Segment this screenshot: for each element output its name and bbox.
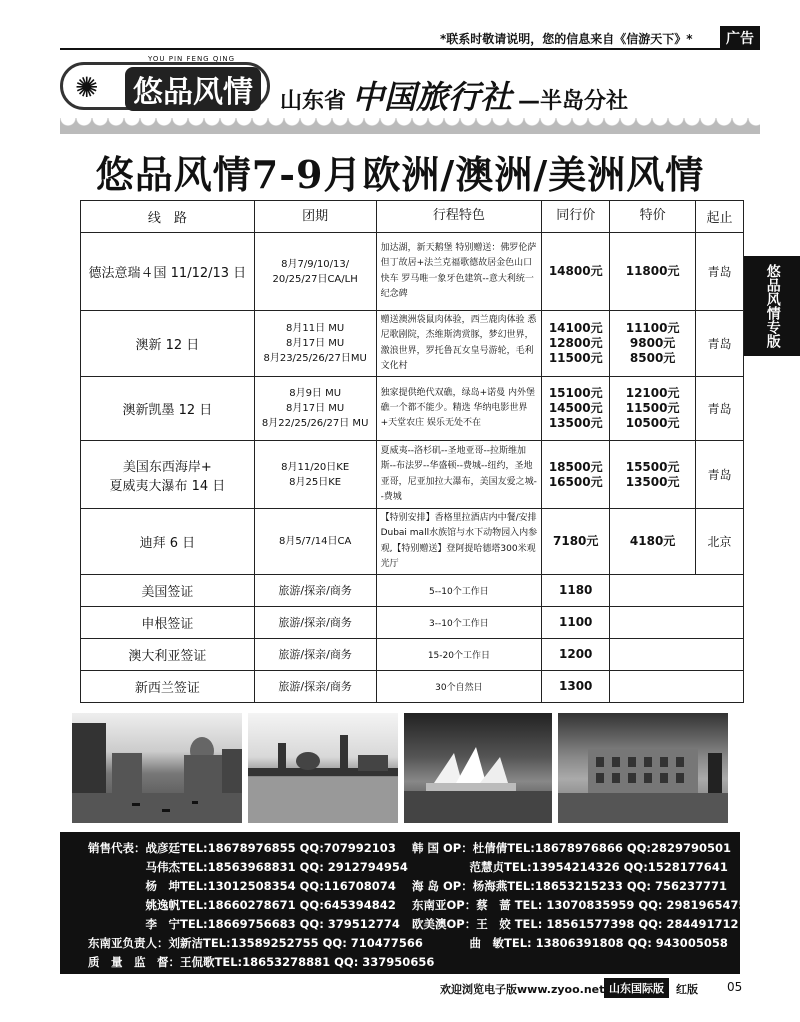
visa-processing-time: 5--10个工作日 (376, 575, 542, 607)
tour-row (81, 233, 744, 311)
tour-dates-line: 8月11/20日KE (281, 461, 350, 473)
tour-route-line: 德法意瑞４国 11/12/13 日 (88, 266, 247, 281)
tour-special-price-line: 12100元 (625, 386, 680, 401)
tour-features: 赠送澳洲袋鼠肉体验，西兰鹿肉体验 悉尼歌剧院，杰维斯湾赏豚，梦幻世界，激浪世界，罗托鲁瓦女皇号游轮，毛利文化村 (376, 311, 542, 377)
agency-prefix: 山东省 (280, 89, 347, 114)
contact-right: 欧美澳OP：王 姣 TEL: 18561577398 QQ: 284491712 (412, 917, 739, 931)
contact-row (60, 859, 740, 877)
tour-special-price-line: 15500元 (625, 459, 680, 474)
visa-row (81, 607, 744, 639)
tour-table (80, 200, 744, 703)
tour-peer-price-line: 18500元 (548, 459, 603, 474)
visa-price: 1100 (542, 607, 610, 639)
tour-special-price-line: 10500元 (625, 416, 680, 431)
contact-left: 姚逸帆TEL:18660278671 QQ:645394842 (88, 898, 396, 912)
contact-row (60, 897, 747, 915)
visa-price: 1300 (542, 671, 610, 703)
tour-peer-price-line: 14800元 (548, 264, 603, 278)
contact-row (60, 840, 740, 858)
tour-special-price-line: 9800元 (629, 336, 676, 351)
page-title: 悠品风情7-9月欧洲/澳洲/美洲风情 (95, 152, 705, 197)
tour-peer-price-line: 12800元 (548, 336, 603, 351)
contact-left: 李 宁TEL:18669756683 QQ: 379512774 (88, 917, 400, 931)
tour-special-price-line: 11800元 (625, 264, 680, 278)
tour-row (81, 509, 744, 575)
contact-right: 海 岛 OP：杨海燕TEL:18653215233 QQ: 756237771 (412, 879, 728, 893)
tour-dates-line: 8月23/25/26/27日MU (263, 353, 367, 365)
tour-peer-price-line: 14100元 (548, 321, 603, 336)
tour-dates (254, 311, 376, 377)
tour-special-price-line: 8500元 (629, 351, 676, 366)
footer-browse-link[interactable]: 欢迎浏览电子版www.zyoo.net (440, 983, 605, 996)
visa-type: 旅游/探亲/商务 (254, 575, 376, 607)
sun-icon: ✺ (75, 71, 99, 104)
brand-logo (60, 55, 270, 110)
ad-label: 广告 (720, 26, 760, 50)
contact-row (60, 916, 740, 934)
scallop-border (60, 118, 760, 134)
tour-origin: 北京 (696, 509, 744, 575)
tour-route-line: 美国东西海岸+ (122, 459, 212, 475)
tour-route-line: 澳新 12 日 (135, 338, 200, 354)
tour-dates (254, 233, 376, 311)
tour-row (81, 441, 744, 509)
header-dates: 团期 (254, 201, 376, 233)
tour-peer-price-line: 7180元 (553, 534, 599, 549)
visa-row (81, 639, 744, 671)
tour-dates-line: 8月9日 MU (289, 388, 342, 400)
tour-dates-line: 8月7/9/10/13/ (281, 258, 350, 270)
agency-main: 中国旅行社 (352, 78, 513, 116)
side-tab: 悠品风情专版 (744, 256, 800, 356)
destination-photos (72, 713, 728, 823)
contact-row (60, 954, 740, 972)
tour-features: 加达湖，新天鹅堡 特别赠送：佛罗伦萨但丁故居+法兰克福歌德故居金色山口快车 罗马唯一象牙色建筑--意大利统一纪念碑 (376, 233, 542, 311)
contact-right: 东南亚OP：蔡 蔷 TEL: 13070835959 QQ: 2981965475 (412, 898, 747, 912)
tour-row (81, 311, 744, 377)
visa-processing-time: 3--10个工作日 (376, 607, 542, 639)
tour-special-price (610, 233, 696, 311)
visa-type: 旅游/探亲/商务 (254, 607, 376, 639)
tour-dates-line: 8月11日 MU (286, 323, 345, 335)
tour-features: 独家提供绝代双礁，绿岛+诺曼 内外堡礁一个都不能少。精选 华纳电影世界+天堂农庄 娱乐无处不在 (376, 377, 542, 441)
visa-price: 1180 (542, 575, 610, 607)
visa-name: 申根签证 (81, 607, 255, 639)
tour-route (81, 377, 255, 441)
photo-sydney (404, 713, 552, 823)
visa-empty (610, 607, 744, 639)
tour-origin: 青岛 (696, 377, 744, 441)
tour-peer-price (542, 441, 610, 509)
visa-name: 新西兰签证 (81, 671, 255, 703)
tour-dates-line: 8月17日 MU (286, 338, 345, 350)
photo-venice (72, 713, 242, 823)
tour-special-price (610, 441, 696, 509)
visa-name: 澳大利亚签证 (81, 639, 255, 671)
tour-peer-price-line: 13500元 (548, 416, 603, 431)
tour-dates-line: 8月22/25/26/27日 MU (261, 418, 369, 430)
photo-dresden (248, 713, 398, 823)
visa-type: 旅游/探亲/商务 (254, 671, 376, 703)
tour-peer-price (542, 233, 610, 311)
visa-row (81, 575, 744, 607)
logo-pinyin: YOU PIN FENG QING (148, 55, 236, 63)
visa-empty (610, 671, 744, 703)
tour-special-price-line: 11100元 (625, 321, 680, 336)
tour-peer-price-line: 11500元 (548, 351, 603, 366)
tour-dates-line: 8月5/7/14日CA (278, 536, 352, 548)
visa-type: 旅游/探亲/商务 (254, 639, 376, 671)
page-number: 05 (727, 980, 743, 994)
contact-panel (60, 832, 747, 974)
visa-name: 美国签证 (81, 575, 255, 607)
tour-special-price-line: 13500元 (625, 474, 680, 489)
visa-price: 1200 (542, 639, 610, 671)
tour-route-line: 澳新凯墨 12 日 (122, 403, 213, 419)
tour-peer-price-line: 14500元 (548, 401, 603, 416)
contact-left: 质 量 监 督：王侃歌TEL:18653278881 QQ: 337950656 (88, 955, 435, 969)
footer (440, 978, 743, 996)
tour-origin: 青岛 (696, 441, 744, 509)
tour-dates-line: 8月25日KE (289, 476, 342, 488)
tour-dates (254, 441, 376, 509)
header-peer-price: 同行价 (542, 201, 610, 233)
contact-right: 韩 国 OP：杜倩倩TEL:18678976866 QQ:2829790501 (412, 841, 732, 855)
tour-dates-line: 20/25/27日CA/LH (272, 273, 358, 285)
tour-peer-price-line: 15100元 (548, 386, 603, 401)
contact-left: 销售代表：战彦廷TEL:18678976855 QQ:707992103 (88, 841, 396, 855)
tour-origin: 青岛 (696, 233, 744, 311)
tour-peer-price (542, 509, 610, 575)
tour-special-price-line: 4180元 (629, 534, 676, 549)
tour-route-line: 夏威夷大瀑布 14 日 (109, 478, 226, 494)
header-special-price: 特价 (610, 201, 696, 233)
tour-route (81, 311, 255, 377)
tour-special-price-line: 11500元 (625, 401, 680, 416)
tour-route (81, 441, 255, 509)
contact-row (60, 935, 740, 953)
tour-peer-price (542, 377, 610, 441)
photo-colosseum (558, 713, 728, 823)
tour-route (81, 509, 255, 575)
tour-features: 【特别安排】香格里拉酒店内中餐/安排Dubai mall水族馆与水下动物园入内参观,【特别赠送】登阿提哈德塔300米观光厅 (376, 509, 542, 575)
footer-edition: 山东国际版 (604, 978, 669, 998)
visa-empty (610, 575, 744, 607)
visa-row (81, 671, 744, 703)
logo-name: 悠品风情 (125, 67, 261, 111)
tour-special-price (610, 377, 696, 441)
contact-left: 杨 坤TEL:13012508354 QQ:116708074 (88, 879, 396, 893)
tour-dates (254, 509, 376, 575)
visa-processing-time: 15-20个工作日 (376, 639, 542, 671)
contact-right: 曲 敏TEL: 13806391808 QQ: 943005058 (412, 936, 728, 950)
contact-row (60, 878, 740, 896)
contact-left: 东南亚负责人：刘新洁TEL:13589252755 QQ: 710477566 (88, 936, 423, 950)
tour-row (81, 377, 744, 441)
tour-peer-price (542, 311, 610, 377)
header-route: 线 路 (81, 201, 255, 233)
visa-processing-time: 30个自然日 (376, 671, 542, 703)
header-rule (60, 48, 760, 50)
visa-empty (610, 639, 744, 671)
agency-name (280, 72, 628, 118)
tour-dates (254, 377, 376, 441)
header-origin: 起止 (696, 201, 744, 233)
tour-route-line: 迪拜 6 日 (139, 536, 196, 552)
tour-special-price (610, 311, 696, 377)
contact-right: 范慧贞TEL:13954214326 QQ:1528177641 (412, 860, 728, 874)
header-features: 行程特色 (376, 201, 542, 233)
tour-dates-line: 8月17日 MU (286, 403, 345, 415)
contact-left: 马伟杰TEL:18563968831 QQ: 2912794954 (88, 860, 408, 874)
footer-section: 红版 (676, 983, 698, 996)
tour-features: 夏威夷--洛杉矶--圣地亚哥--拉斯维加斯--布法罗--华盛顿--费城--纽约，圣地亚哥，尼亚加拉大瀑布，美国友爱之城--费城 (376, 441, 542, 509)
tour-special-price (610, 509, 696, 575)
tour-origin: 青岛 (696, 311, 744, 377)
tour-peer-price-line: 16500元 (548, 474, 603, 489)
table-header-row (81, 201, 744, 233)
tour-route (81, 233, 255, 311)
agency-suffix: —半岛分社 (518, 89, 629, 114)
source-notice: *联系时敬请说明，您的信息来自《信游天下》* (440, 32, 693, 46)
